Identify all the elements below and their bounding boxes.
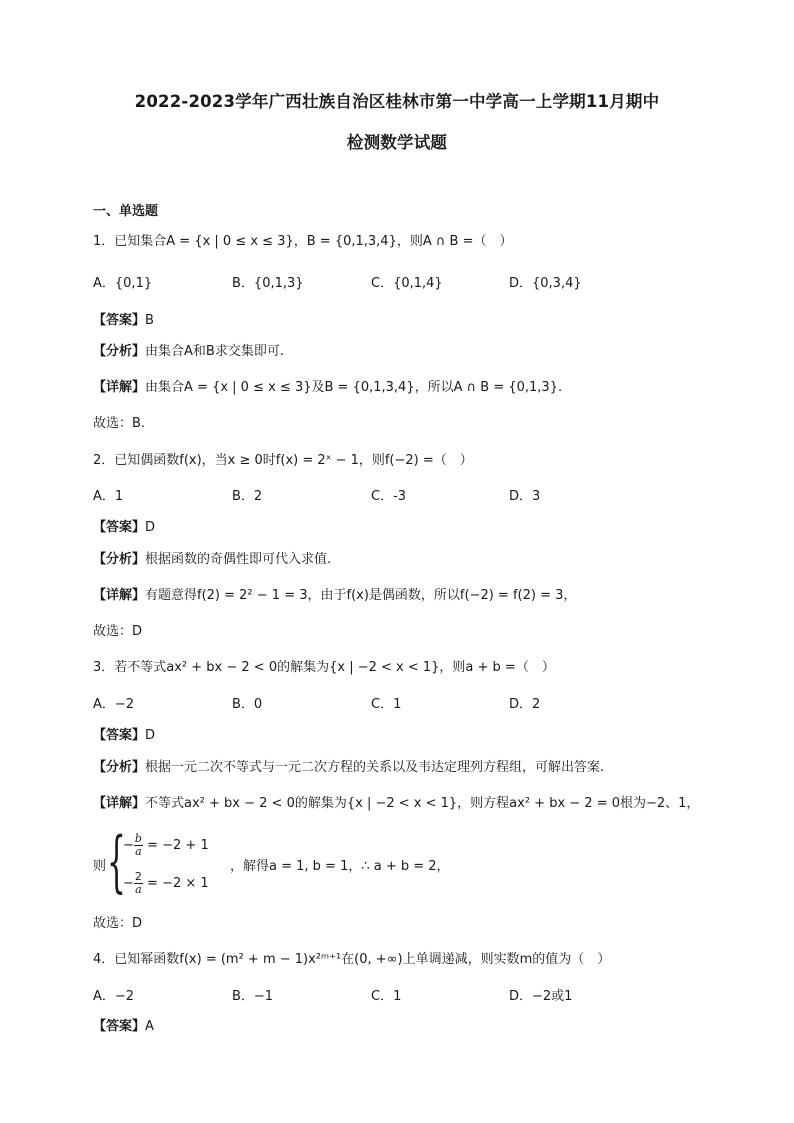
section-heading: 一、单选题 <box>93 204 159 219</box>
q3-row2-rhs: = −2 × 1 <box>147 876 209 891</box>
left-brace: { <box>107 823 126 900</box>
q3-option-a: A．−2 <box>93 697 135 712</box>
q4-option-b: B．−1 <box>232 989 274 1004</box>
answer-label: 【答案】 <box>93 1019 146 1034</box>
q2-option-d: D．3 <box>509 489 541 504</box>
q3-stem: 3．若不等式ax² + bx − 2 < 0的解集为{x | −2 < x < 1}，则a + b =（ ） <box>93 660 555 675</box>
q3-choice: 故选：D <box>93 916 143 931</box>
q2-answer <box>93 518 155 538</box>
answer-label: 【答案】 <box>93 313 146 328</box>
q1-option-b: B．{0,1,3} <box>232 276 304 291</box>
q1-option-a: A．{0,1} <box>93 276 153 291</box>
document-title-line-1: 2022-2023学年广西壮族自治区桂林市第一中学高一上学期11月期中 <box>134 92 660 111</box>
detail-label: 【详解】 <box>93 588 146 603</box>
q1-option-c: C．{0,1,4} <box>371 276 443 291</box>
q2-answer-value: D <box>145 520 156 535</box>
q4-option-c: C．1 <box>371 989 402 1004</box>
q3-option-d: D．2 <box>509 697 541 712</box>
q2-option-b: B．2 <box>232 489 263 504</box>
q3-row1-denominator: a <box>135 845 142 858</box>
q2-option-a: A．1 <box>93 489 124 504</box>
q3-analysis-text: 根据一元二次不等式与一元二次方程的关系以及韦达定理列方程组，可解出答案. <box>145 760 605 775</box>
q4-answer <box>93 1017 154 1037</box>
q1-answer-value: B <box>145 313 154 328</box>
q3-equation-system <box>93 823 493 903</box>
document-title-line-2: 检测数学试题 <box>346 133 448 152</box>
q3-row2-denominator: a <box>135 883 142 896</box>
q3-row1-numerator: b <box>134 832 142 845</box>
detail-label: 【详解】 <box>93 380 146 395</box>
q4-stem: 4．已知幂函数f(x) = (m² + m − 1)x²ᵐ⁺¹在(0, +∞)上单调递减，则实数m的值为（ ） <box>93 952 611 967</box>
detail-label: 【详解】 <box>93 796 146 811</box>
q1-stem: 1．已知集合A = {x | 0 ≤ x ≤ 3}，B = {0,1,3,4}，则A ∩ B =（ ） <box>93 234 513 249</box>
q2-stem: 2．已知偶函数f(x)，当x ≥ 0时f(x) = 2ˣ − 1，则f(−2) =（ ） <box>93 453 473 468</box>
q3-answer-value: D <box>145 728 156 743</box>
q4-option-d: D．−2或1 <box>509 989 573 1004</box>
q3-answer <box>93 726 155 746</box>
q3-system-prefix: 则 <box>93 859 107 874</box>
q3-row2-numerator: 2 <box>134 870 142 883</box>
q3-option-c: C．1 <box>371 697 402 712</box>
q2-detail-text: 有题意得f(2) = 2² − 1 = 3，由于f(x)是偶函数，所以f(−2) = f(2) = 3， <box>145 588 577 603</box>
q2-analysis <box>93 550 331 570</box>
analysis-label: 【分析】 <box>93 552 146 567</box>
q3-row1-rhs: = −2 + 1 <box>147 838 209 853</box>
q4-option-a: A．−2 <box>93 989 135 1004</box>
answer-label: 【答案】 <box>93 728 146 743</box>
q3-system-row-1: − $\frac{b}{a}$ = −2 + 1 <box>123 832 209 858</box>
q3-option-b: B．0 <box>232 697 263 712</box>
q1-choice: 故选：B. <box>93 416 146 431</box>
q3-analysis <box>93 758 604 778</box>
q2-choice: 故选：D <box>93 624 143 639</box>
q1-option-d: D．{0,3,4} <box>509 276 582 291</box>
q1-detail-text: 由集合A = {x | 0 ≤ x ≤ 3}及B = {0,1,3,4}，所以A ∩ B = {0,1,3}. <box>145 380 563 395</box>
answer-label: 【答案】 <box>93 520 146 535</box>
q1-detail <box>93 378 562 398</box>
q3-detail-text: 不等式ax² + bx − 2 < 0的解集为{x | −2 < x < 1}，则方程ax² + bx − 2 = 0根为−2、1， <box>145 796 700 811</box>
q3-detail <box>93 794 699 814</box>
q2-option-c: C．-3 <box>371 489 407 504</box>
analysis-label: 【分析】 <box>93 344 146 359</box>
q3-system-row-2: − $\frac{2}{a}$ = −2 × 1 <box>123 870 209 896</box>
q2-detail <box>93 586 576 606</box>
q1-answer <box>93 311 154 331</box>
q4-answer-value: A <box>145 1019 154 1034</box>
q1-analysis <box>93 342 284 362</box>
q1-analysis-text: 由集合A和B求交集即可. <box>145 344 284 359</box>
q3-system-solution: ，解得a = 1, b = 1，∴ a + b = 2， <box>230 859 450 874</box>
q2-analysis-text: 根据函数的奇偶性即可代入求值. <box>145 552 332 567</box>
analysis-label: 【分析】 <box>93 760 146 775</box>
